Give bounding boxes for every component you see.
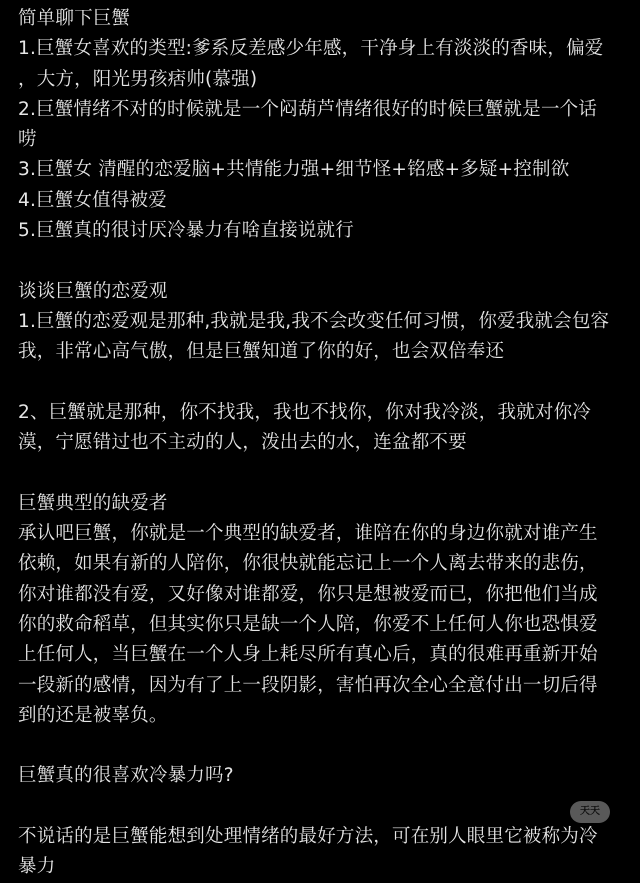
text-line: 2、巨蟹就是那种，你不找我，我也不找你，你对我冷淡，我就对你冷	[18, 401, 591, 423]
text-line: 上任何人，当巨蟹在一个人身上耗尽所有真心后，真的很难再重新开始	[18, 644, 598, 666]
text-line: 到的还是被辜负。	[18, 704, 168, 726]
text-line: ，大方，阳光男孩痞帅(慕强)	[18, 68, 258, 90]
text-line: 一段新的感情，因为有了上一段阴影，害怕再次全心全意付出一切后得	[18, 674, 598, 696]
text-line: 2.巨蟹情绪不对的时候就是一个闷葫芦情绪很好的时候巨蟹就是一个话	[18, 98, 598, 120]
text-line: 漠，宁愿错过也不主动的人，泼出去的水，连盆都不要	[18, 432, 467, 454]
blank-line	[18, 246, 626, 276]
section-title: 简单聊下巨蟹	[18, 8, 131, 29]
text-line: 暴力	[18, 856, 56, 878]
text-line: 3.巨蟹女 清醒的恋爱脑+共情能力强+细节怪+铭感+多疑+控制欲	[18, 159, 570, 181]
text-line: 4.巨蟹女值得被爱	[18, 189, 167, 211]
blank-line	[18, 458, 626, 488]
watermark-logo: 天天	[570, 801, 610, 823]
section-title: 巨蟹真的很喜欢冷暴力吗?	[18, 765, 234, 787]
section-title: 巨蟹典型的缺爱者	[18, 492, 168, 514]
text-line: 承认吧巨蟹，你就是一个典型的缺爱者，谁陪在你的身边你就对谁产生	[18, 523, 598, 545]
blank-line	[18, 368, 626, 398]
text-line: 依赖，如果有新的人陪你，你很快就能忘记上一个人离去带来的悲伤，	[18, 553, 598, 575]
text-line: 我，非常心高气傲，但是巨蟹知道了你的好，也会双倍奉还	[18, 341, 505, 363]
text-line: 1.巨蟹的恋爱观是那种,我就是我,我不会改变任何习惯，你爱我就会包容	[18, 310, 610, 332]
text-line: 唠	[18, 129, 37, 151]
blank-line	[18, 731, 626, 761]
blank-line	[18, 792, 626, 822]
text-line: 你对谁都没有爱，又好像对谁都爱，你只是想被爱而已，你把他们当成	[18, 583, 598, 605]
article-body	[18, 4, 626, 883]
text-line: 你的救命稻草，但其实你只是缺一个人陪，你爱不上任何人你也恐惧爱	[18, 613, 598, 635]
text-line: 不说话的是巨蟹能想到处理情绪的最好方法，可在别人眼里它被称为冷	[18, 826, 598, 848]
text-line: 5.巨蟹真的很讨厌冷暴力有啥直接说就行	[18, 220, 354, 242]
text-line: 1.巨蟹女喜欢的类型:爹系反差感少年感，干净身上有淡淡的香味，偏爱	[18, 38, 604, 60]
section-title: 谈谈巨蟹的恋爱观	[18, 280, 168, 302]
